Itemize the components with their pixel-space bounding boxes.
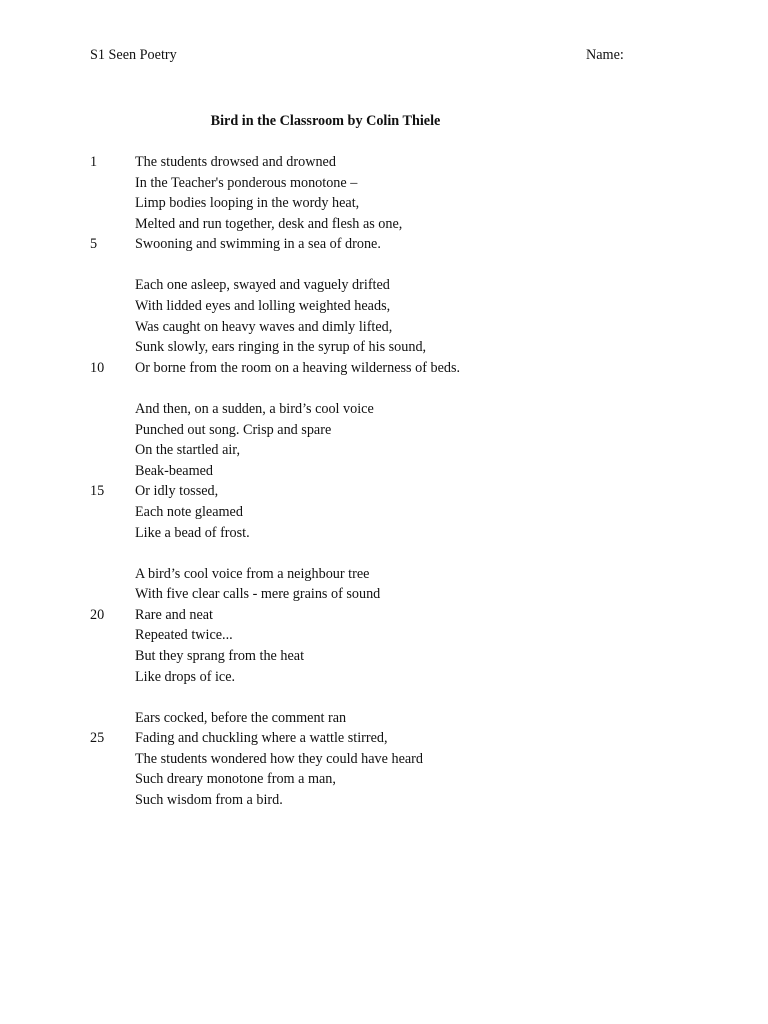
- poem-line: [90, 275, 690, 296]
- poem-line: [90, 790, 690, 811]
- poem-line: [90, 502, 690, 523]
- line-text: In the Teacher's ponderous monotone –: [135, 174, 358, 191]
- poem-line: [90, 708, 690, 729]
- line-text: Like a bead of frost.: [135, 524, 250, 541]
- poem-line: [90, 461, 690, 482]
- line-text: Repeated twice...: [135, 627, 233, 644]
- poem-line: [90, 152, 690, 173]
- line-number: 1: [90, 154, 98, 170]
- worksheet-heading: S1 Seen Poetry: [90, 47, 177, 63]
- line-text: The students wondered how they could have heard: [135, 750, 423, 767]
- line-text: Such wisdom from a bird.: [135, 792, 283, 809]
- poem-line: [90, 667, 690, 688]
- line-text: Swooning and swimming in a sea of drone.: [135, 236, 381, 253]
- line-text: Fading and chuckling where a wattle stirred,: [135, 730, 388, 747]
- name-label: Name:: [586, 47, 624, 63]
- line-text: Like drops of ice.: [135, 668, 236, 685]
- poem-line: [90, 625, 690, 646]
- stanza: [90, 152, 690, 255]
- poem-body: [90, 152, 690, 831]
- line-text: Each note gleamed: [135, 503, 243, 520]
- line-text: Sunk slowly, ears ringing in the syrup of his sound,: [135, 339, 427, 356]
- line-text: Or borne from the room on a heaving wilderness of beds.: [135, 359, 461, 376]
- line-text: A bird’s cool voice from a neighbour tree: [135, 565, 370, 582]
- line-text: The students drowsed and drowned: [135, 154, 336, 170]
- line-number: 25: [90, 730, 105, 747]
- line-text: With lidded eyes and lolling weighted heads,: [135, 298, 391, 315]
- stanza: [90, 399, 690, 543]
- line-text: Rare and neat: [135, 606, 213, 623]
- line-text: With five clear calls - mere grains of sound: [135, 586, 381, 603]
- line-text: Limp bodies looping in the wordy heat,: [135, 195, 360, 212]
- line-number: 20: [90, 606, 105, 623]
- line-number: 15: [90, 483, 105, 500]
- line-text: Such dreary monotone from a man,: [135, 771, 336, 788]
- line-number: 5: [90, 236, 98, 253]
- line-text: Beak-beamed: [135, 462, 213, 479]
- poem-line: [90, 564, 690, 585]
- poem-line: [90, 605, 690, 626]
- line-text: Each one asleep, swayed and vaguely drifted: [135, 277, 390, 294]
- line-text: On the startled air,: [135, 442, 241, 459]
- stanza: [90, 275, 690, 378]
- line-text: And then, on a sudden, a bird’s cool voice: [135, 400, 374, 417]
- line-number: 10: [90, 359, 105, 376]
- line-text: Punched out song. Crisp and spare: [135, 421, 332, 438]
- poem-line: [90, 358, 690, 379]
- line-text: Melted and run together, desk and flesh as one,: [135, 215, 403, 232]
- stanza: [90, 564, 690, 688]
- poem-line: [90, 646, 690, 667]
- poem-line: [90, 214, 690, 235]
- poem-line: [90, 769, 690, 790]
- poem-line: [90, 399, 690, 420]
- line-text: Ears cocked, before the comment ran: [135, 709, 347, 726]
- poem-line: [90, 173, 690, 194]
- poem-line: [90, 296, 690, 317]
- poem-line: [90, 584, 690, 605]
- poem-line: [90, 337, 690, 358]
- poem-line: [90, 193, 690, 214]
- poem-line: [90, 234, 690, 255]
- poem-line: [90, 749, 690, 770]
- line-text: But they sprang from the heat: [135, 647, 305, 664]
- poem-title: Bird in the Classroom by Colin Thiele: [210, 113, 441, 129]
- poem-line: [90, 440, 690, 461]
- poem-line: [90, 481, 690, 502]
- stanza: [90, 708, 690, 811]
- poem-line: [90, 523, 690, 544]
- line-text: Was caught on heavy waves and dimly lifted,: [135, 318, 393, 335]
- poem-line: [90, 728, 690, 749]
- line-text: Or idly tossed,: [135, 483, 219, 500]
- poem-line: [90, 317, 690, 338]
- poem-line: [90, 420, 690, 441]
